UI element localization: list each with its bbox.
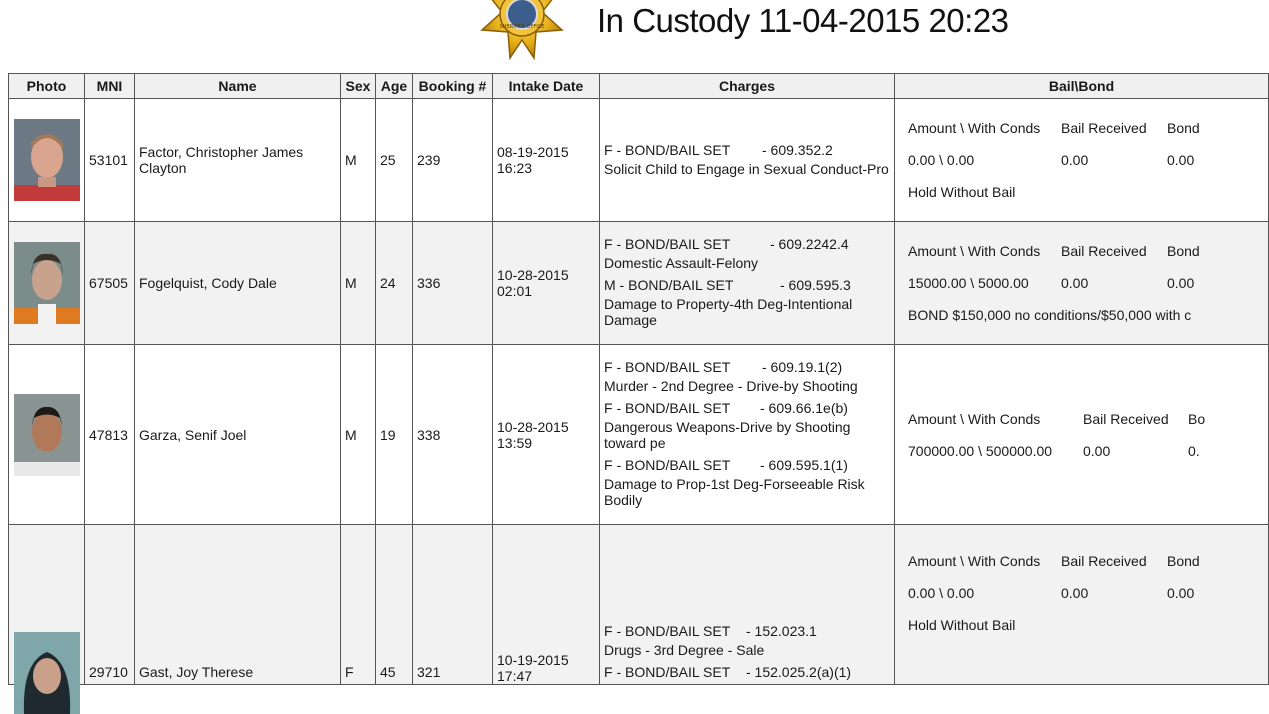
bail-labels bbox=[899, 545, 1264, 577]
charge-description: Domestic Assault-Felony bbox=[604, 255, 759, 271]
column-header-mni[interactable]: MNI bbox=[85, 74, 135, 99]
sex-cell: F bbox=[341, 525, 376, 685]
bail-cell bbox=[895, 222, 1269, 345]
bail-amount-label: Amount \ With Conds bbox=[908, 553, 1041, 569]
bail-cell bbox=[895, 525, 1269, 685]
table-header-row bbox=[9, 74, 1269, 99]
name-cell[interactable]: Factor, Christopher James Clayton bbox=[135, 99, 341, 222]
charge-description: Drugs - 3rd Degree - Sale bbox=[604, 642, 765, 658]
charge-statute: - 152.025.2(a)(1) bbox=[746, 664, 852, 680]
column-header-name[interactable]: Name bbox=[135, 74, 341, 99]
bail-received-label: Bail Received bbox=[1061, 553, 1147, 569]
charge-statute: - 609.352.2 bbox=[762, 141, 833, 158]
bail-amount-value: 0.00 \ 0.00 bbox=[908, 585, 975, 601]
age-cell: 25 bbox=[376, 99, 413, 222]
charge-type: F - BOND/BAIL SET bbox=[604, 457, 731, 473]
bail-values bbox=[899, 577, 1264, 609]
charge-statute: - 152.023.1 bbox=[746, 623, 817, 639]
table-row bbox=[9, 345, 1269, 525]
column-header-booking[interactable]: Booking # bbox=[413, 74, 493, 99]
bail-received-value: 0.00 bbox=[1061, 585, 1089, 601]
column-header-age[interactable]: Age bbox=[376, 74, 413, 99]
mni-cell: 29710 bbox=[85, 525, 135, 685]
bail-amount-label: Amount \ With Conds bbox=[908, 410, 1041, 427]
table-row bbox=[9, 525, 1269, 685]
bail-labels bbox=[899, 235, 1264, 267]
charge-description: Solicit Child to Engage in Sexual Conduct-Pro bbox=[604, 160, 889, 177]
charge-item bbox=[604, 359, 890, 394]
charge-item bbox=[604, 457, 890, 508]
column-header-intake-date[interactable]: Intake Date bbox=[493, 74, 600, 99]
mni-cell: 67505 bbox=[85, 222, 135, 345]
mni-cell: 53101 bbox=[85, 99, 135, 222]
intake-date-cell: 10-19-2015 17:47 bbox=[493, 525, 600, 685]
inmate-roster-table bbox=[8, 73, 1269, 685]
mugshot-photo[interactable] bbox=[14, 242, 80, 324]
column-header-sex[interactable]: Sex bbox=[341, 74, 376, 99]
charge-type: F - BOND/BAIL SET bbox=[604, 359, 731, 375]
photo-cell bbox=[9, 525, 85, 685]
bond-label: Bond bbox=[1167, 243, 1200, 259]
booking-cell: 338 bbox=[413, 345, 493, 525]
age-cell: 45 bbox=[376, 525, 413, 685]
intake-date-cell: 08-19-2015 16:23 bbox=[493, 99, 600, 222]
photo-cell bbox=[9, 99, 85, 222]
bond-label: Bond bbox=[1167, 120, 1200, 136]
page-header bbox=[0, 0, 1200, 70]
photo-cell bbox=[9, 345, 85, 525]
charge-item bbox=[604, 623, 890, 658]
bail-received-label: Bail Received bbox=[1083, 410, 1169, 427]
bail-received-label: Bail Received bbox=[1061, 243, 1147, 259]
bond-value: 0.00 bbox=[1167, 585, 1195, 601]
charge-type: F - BOND/BAIL SET bbox=[604, 664, 731, 680]
bail-received-value: 0.00 bbox=[1061, 152, 1089, 168]
age-cell: 24 bbox=[376, 222, 413, 345]
booking-cell: 239 bbox=[413, 99, 493, 222]
bail-received-value: 0.00 bbox=[1083, 442, 1111, 459]
column-header-photo[interactable]: Photo bbox=[9, 74, 85, 99]
charge-type: F - BOND/BAIL SET bbox=[604, 400, 731, 416]
name-cell[interactable]: Gast, Joy Therese bbox=[135, 525, 341, 685]
page-title: In Custody 11-04-2015 20:23 bbox=[597, 2, 1009, 39]
sheriff-badge-icon bbox=[462, 0, 582, 62]
bail-note: Hold Without Bail bbox=[908, 617, 1016, 633]
charge-statute: - 609.66.1e(b) bbox=[760, 400, 848, 416]
bail-cell bbox=[895, 345, 1269, 525]
photo-cell bbox=[9, 222, 85, 345]
bail-labels bbox=[899, 112, 1264, 144]
mugshot-photo[interactable] bbox=[14, 632, 80, 714]
charge-statute: - 609.19.1(2) bbox=[762, 359, 843, 375]
bail-amount-value: 0.00 \ 0.00 bbox=[908, 152, 975, 168]
charge-item bbox=[604, 236, 890, 271]
charge-item bbox=[604, 277, 890, 328]
table-row bbox=[9, 222, 1269, 345]
intake-date-cell: 10-28-2015 02:01 bbox=[493, 222, 600, 345]
svg-text:SHERIFF'S OFFICE: SHERIFF'S OFFICE bbox=[499, 24, 545, 30]
bail-values bbox=[899, 144, 1264, 176]
charges-cell bbox=[600, 525, 895, 685]
bail-labels bbox=[899, 403, 1264, 435]
charges-cell bbox=[600, 222, 895, 345]
sex-cell: M bbox=[341, 99, 376, 222]
bail-amount-value: 700000.00 \ 500000.00 bbox=[908, 442, 1053, 459]
bail-cell bbox=[895, 99, 1269, 222]
charge-item bbox=[604, 400, 890, 451]
bail-received-label: Bail Received bbox=[1061, 120, 1147, 136]
mni-cell: 47813 bbox=[85, 345, 135, 525]
charges-cell bbox=[600, 345, 895, 525]
charge-type: F - BOND/BAIL SET bbox=[604, 623, 731, 639]
charge-description: Damage to Prop-1st Deg-Forseeable Risk Bodily bbox=[604, 476, 865, 508]
booking-cell: 336 bbox=[413, 222, 493, 345]
bail-note: BOND $150,000 no conditions/$50,000 with c bbox=[908, 307, 1192, 323]
bond-label: Bo bbox=[1188, 410, 1206, 427]
bail-values bbox=[899, 435, 1264, 467]
charge-description: Dangerous Weapons-Drive by Shooting toward pe bbox=[604, 419, 851, 451]
charge-description: Murder - 2nd Degree - Drive-by Shooting bbox=[604, 378, 858, 394]
name-cell[interactable]: Fogelquist, Cody Dale bbox=[135, 222, 341, 345]
bail-values bbox=[899, 267, 1264, 299]
bail-note: Hold Without Bail bbox=[908, 184, 1016, 200]
bond-value: 0.00 bbox=[1167, 275, 1195, 291]
charge-item bbox=[604, 664, 890, 680]
column-header-charges[interactable]: Charges bbox=[600, 74, 895, 99]
charge-type: F - BOND/BAIL SET bbox=[604, 236, 731, 252]
bail-amount-label: Amount \ With Conds bbox=[908, 120, 1041, 136]
sex-cell: M bbox=[341, 222, 376, 345]
bail-received-value: 0.00 bbox=[1061, 275, 1089, 291]
name-cell[interactable]: Garza, Senif Joel bbox=[135, 345, 341, 525]
charge-statute: - 609.595.1(1) bbox=[760, 457, 848, 473]
age-cell: 19 bbox=[376, 345, 413, 525]
charge-type: F - BOND/BAIL SET bbox=[604, 141, 731, 158]
bond-value: 0.00 bbox=[1167, 152, 1195, 168]
mugshot-photo[interactable] bbox=[14, 119, 80, 201]
booking-cell: 321 bbox=[413, 525, 493, 685]
sex-cell: M bbox=[341, 345, 376, 525]
intake-date-cell: 10-28-2015 13:59 bbox=[493, 345, 600, 525]
charge-item bbox=[604, 142, 890, 177]
bail-amount-value: 15000.00 \ 5000.00 bbox=[908, 275, 1029, 291]
charge-statute: - 609.2242.4 bbox=[770, 236, 849, 252]
charge-type: M - BOND/BAIL SET bbox=[604, 277, 734, 293]
mugshot-photo[interactable] bbox=[14, 394, 80, 476]
bond-value: 0. bbox=[1188, 442, 1200, 459]
table-row bbox=[9, 99, 1269, 222]
charges-cell bbox=[600, 99, 895, 222]
column-header-bail-bond[interactable]: Bail\Bond bbox=[895, 74, 1269, 99]
bail-amount-label: Amount \ With Conds bbox=[908, 243, 1041, 259]
charge-statute: - 609.595.3 bbox=[780, 277, 851, 293]
bond-label: Bond bbox=[1167, 553, 1200, 569]
charge-description: Damage to Property-4th Deg-Intentional Damage bbox=[604, 296, 853, 328]
